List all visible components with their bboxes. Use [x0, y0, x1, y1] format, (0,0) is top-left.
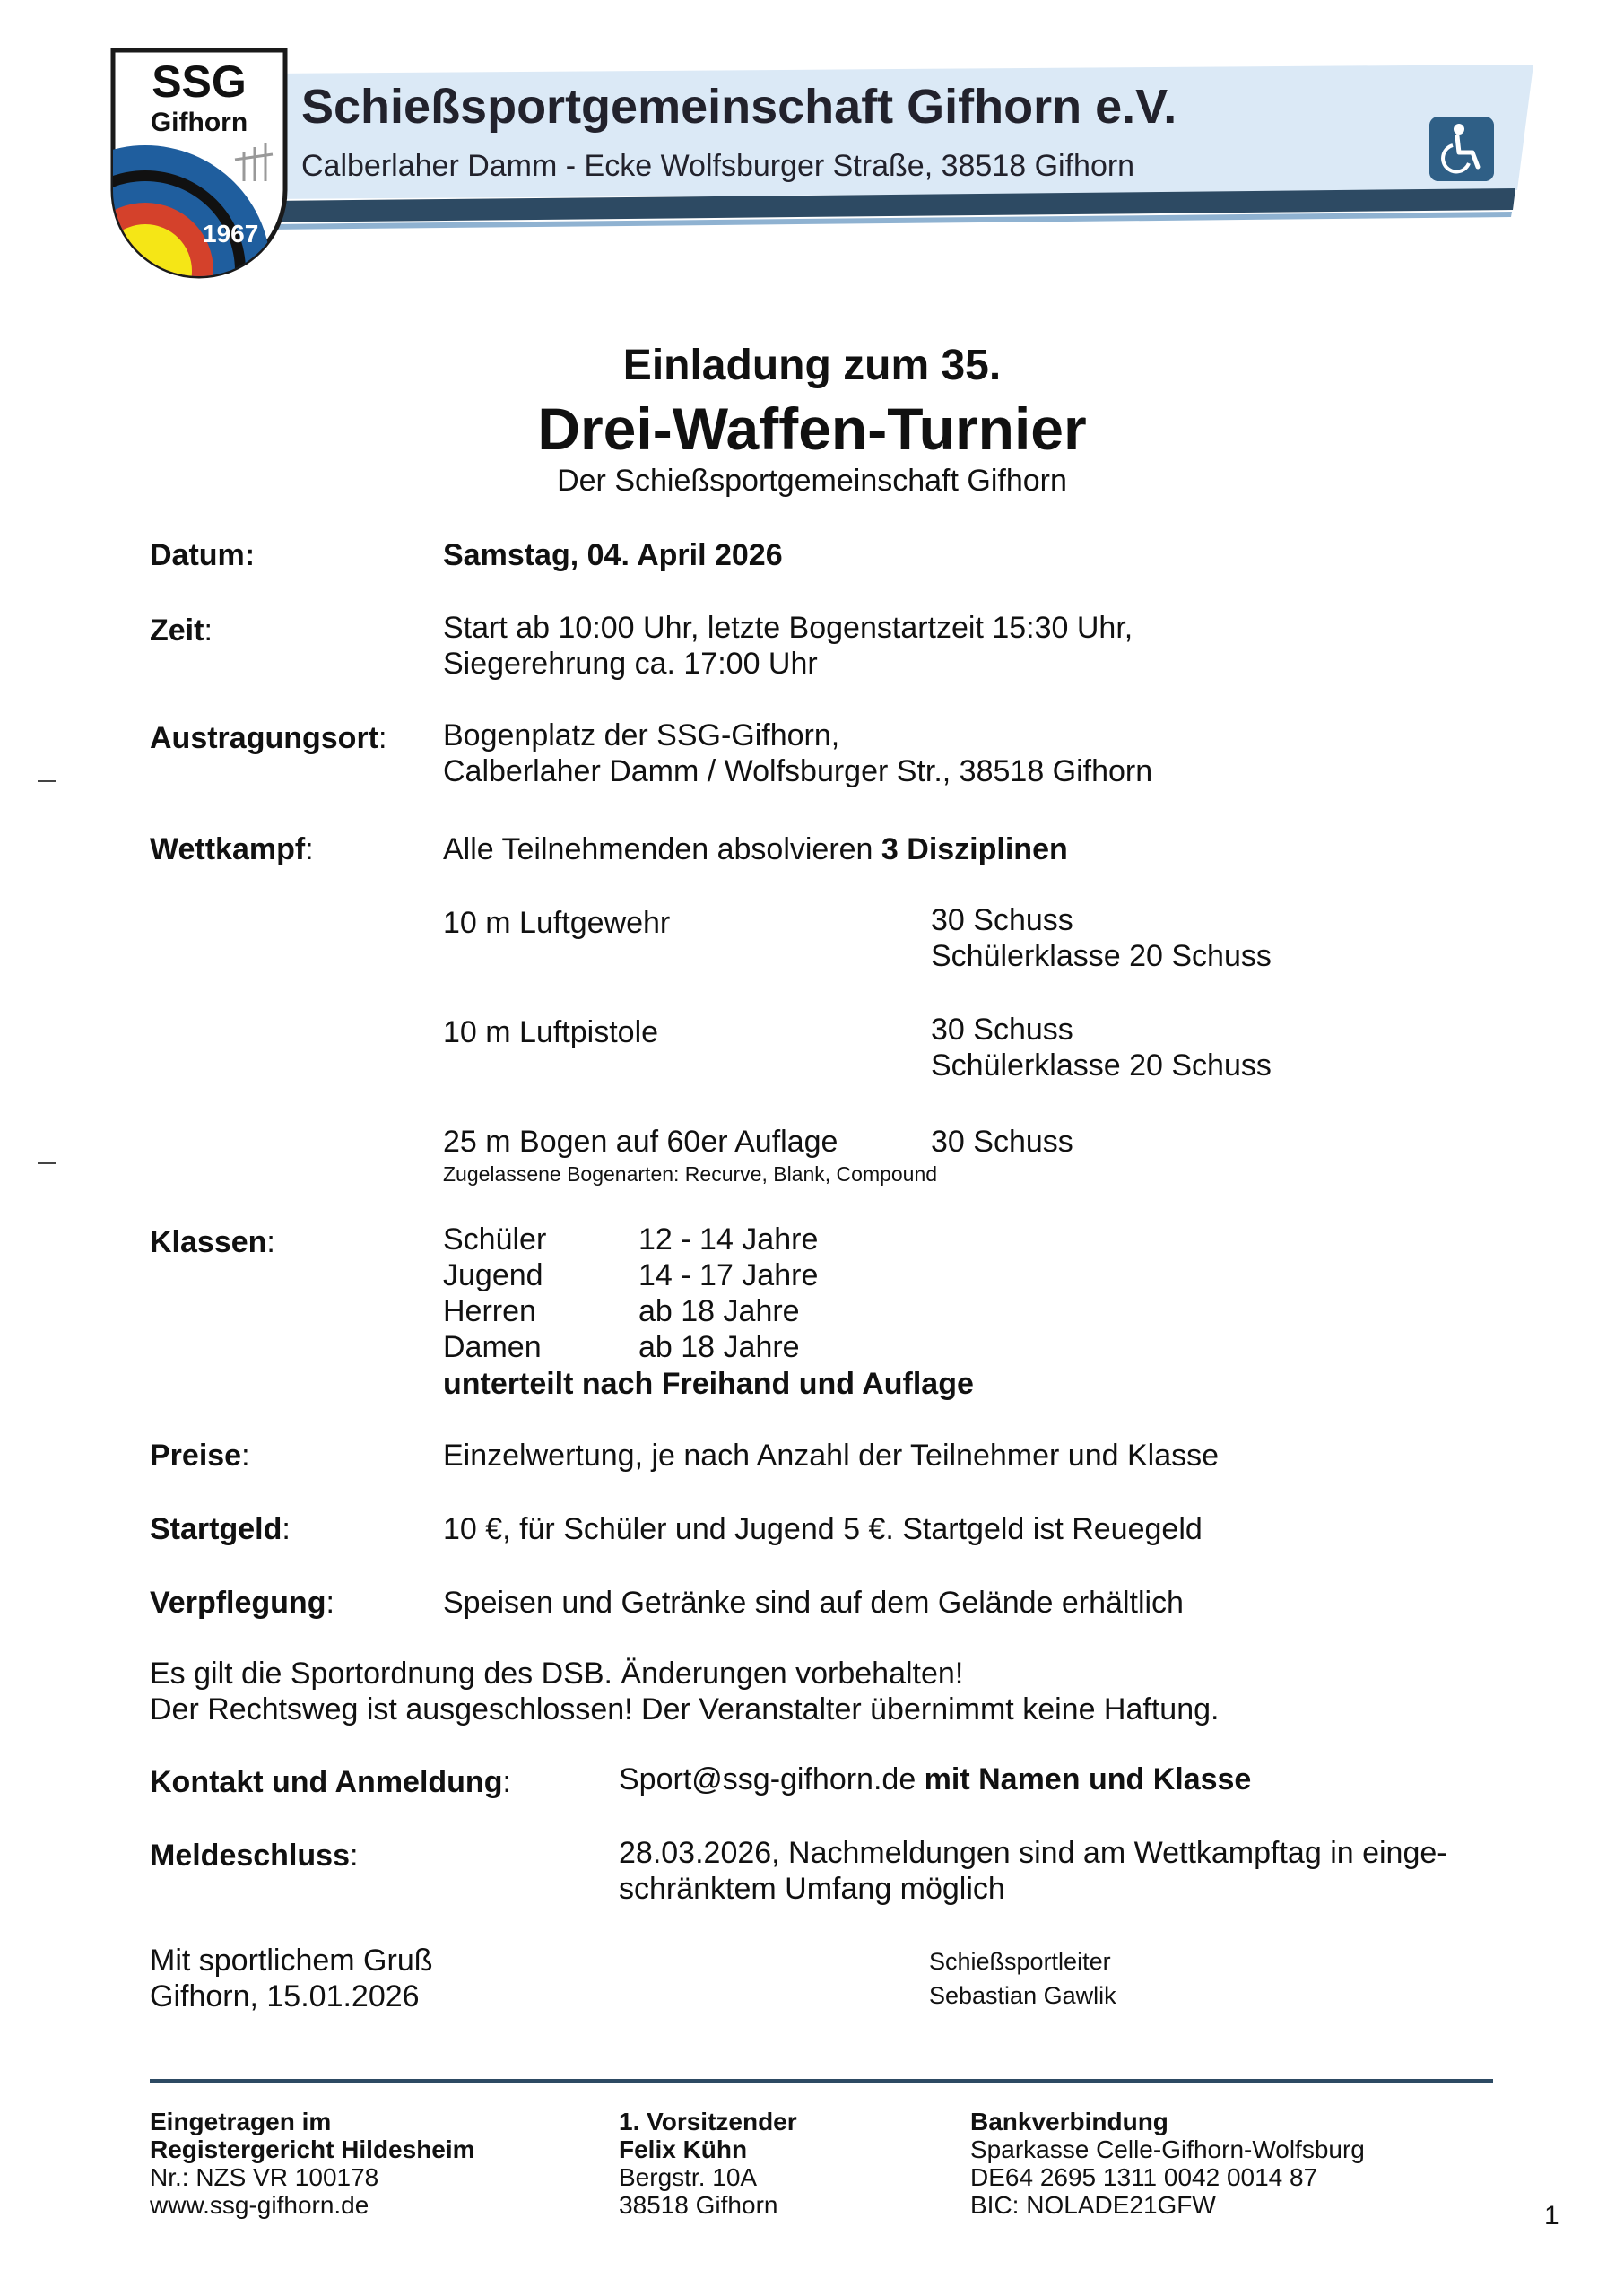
fold-mark — [38, 780, 56, 782]
footer-bank — [970, 2108, 1365, 2219]
club-name: Schießsportgemeinschaft Gifhorn e.V. — [301, 80, 1177, 134]
label-verpflegung-text: Verpflegung — [150, 1586, 326, 1620]
label-verpflegung: Verpflegung: — [150, 1586, 334, 1620]
rules-text — [150, 1656, 1219, 1727]
klasse-age: 14 - 17 Jahre — [638, 1258, 819, 1292]
klasse-name: Damen — [443, 1330, 542, 1364]
label-klassen: Klassen: — [150, 1225, 275, 1259]
footer-bank-title: Bankverbindung — [970, 2108, 1168, 2135]
rules-line-1: Es gilt die Sportordnung des DSB. Änderungen vorbehalten! — [150, 1657, 964, 1691]
bow-note: Zugelassene Bogenarten: Recurve, Blank, Compound — [443, 1162, 938, 1186]
footer-register — [150, 2108, 475, 2219]
discipline-name: 25 m Bogen auf 60er Auflage — [443, 1125, 838, 1159]
discipline-name: 10 m Luftgewehr — [443, 906, 671, 940]
footer-chairman-title: 1. Vorsitzender — [619, 2108, 797, 2135]
klassen-names — [443, 1222, 546, 1365]
klasse-name: Jugend — [443, 1258, 543, 1292]
label-meldeschluss: Meldeschluss: — [150, 1839, 359, 1873]
label-meldeschluss-text: Meldeschluss — [150, 1839, 350, 1873]
klasse-age: 12 - 14 Jahre — [638, 1222, 819, 1257]
discipline-shots — [931, 902, 1272, 974]
label-wettkampf-text: Wettkampf — [150, 832, 306, 866]
wheelchair-accessible-icon — [1429, 117, 1494, 181]
label-startgeld: Startgeld: — [150, 1512, 291, 1546]
discipline-name: 10 m Luftpistole — [443, 1015, 659, 1049]
rules-line-2: Der Rechtsweg ist ausgeschlossen! Der Veranstalter übernimmt keine Haftung. — [150, 1692, 1220, 1726]
club-address: Calberlaher Damm - Ecke Wolfsburger Straße, 38518 Gifhorn — [301, 149, 1135, 183]
value-verpflegung: Speisen und Getränke sind auf dem Gelände erhältlich — [443, 1586, 1184, 1620]
discipline-shots-main: 30 Schuss — [931, 1125, 1073, 1159]
label-austragungsort: Austragungsort: — [150, 721, 387, 755]
value-wettkampf — [443, 832, 1068, 867]
discipline-shots — [931, 1012, 1272, 1083]
value-ort-line2: Calberlaher Damm / Wolfsburger Str., 38518 Gifhorn — [443, 754, 1153, 788]
value-kontakt — [619, 1761, 1251, 1797]
klassen-ages — [638, 1222, 818, 1365]
klasse-name: Schüler — [443, 1222, 547, 1257]
value-zeit-line2: Siegerehrung ca. 17:00 Uhr — [443, 647, 818, 681]
contact-suffix: mit Namen und Klasse — [916, 1762, 1252, 1796]
footer-chairman-street: Bergstr. 10A — [619, 2163, 758, 2191]
title-line-3: Der Schießsportgemeinschaft Gifhorn — [557, 464, 1067, 498]
footer-divider — [150, 2079, 1493, 2083]
label-kontakt-text: Kontakt und Anmeldung — [150, 1765, 503, 1799]
footer-register-number: Nr.: NZS VR 100178 — [150, 2163, 379, 2191]
footer-bank-name: Sparkasse Celle-Gifhorn-Wolfsburg — [970, 2135, 1365, 2163]
value-meldeschluss — [619, 1835, 1447, 1907]
value-wettkampf-prefix: Alle Teilnehmenden absolvieren — [443, 832, 881, 866]
klasse-age: ab 18 Jahre — [638, 1330, 800, 1364]
value-austragungsort — [443, 718, 1152, 789]
label-preise-text: Preise — [150, 1439, 242, 1473]
label-zeit-text: Zeit — [150, 613, 204, 648]
logo-text-city: Gifhorn — [150, 108, 248, 137]
signature-name: Sebastian Gawlik — [929, 1982, 1116, 2009]
value-zeit-line1: Start ab 10:00 Uhr, letzte Bogenstartzeit 15:30 Uhr, — [443, 611, 1133, 645]
footer-chairman-city: 38518 Gifhorn — [619, 2191, 778, 2219]
label-startgeld-text: Startgeld — [150, 1512, 282, 1546]
discipline-shots-extra: Schülerklasse 20 Schuss — [931, 1048, 1272, 1083]
club-logo — [109, 47, 289, 282]
logo-year: 1967 — [203, 220, 259, 248]
label-ort-text: Austragungsort — [150, 721, 378, 755]
discipline-shots-main: 30 Schuss — [931, 903, 1073, 937]
meldeschluss-line-1: 28.03.2026, Nachmeldungen sind am Wettkampftag in einge- — [619, 1836, 1447, 1870]
value-preise: Einzelwertung, je nach Anzahl der Teilnehmer und Klasse — [443, 1439, 1220, 1473]
label-klassen-text: Klassen — [150, 1225, 267, 1259]
value-zeit — [443, 610, 1133, 682]
footer-register-line2: Registergericht Hildesheim — [150, 2135, 475, 2163]
klassen-note: unterteilt nach Freihand und Auflage — [443, 1367, 974, 1401]
signature-role: Schießsportleiter — [929, 1948, 1111, 1975]
label-zeit: Zeit: — [150, 613, 213, 648]
footer-bank-bic: BIC: NOLADE21GFW — [970, 2191, 1216, 2219]
page-number: 1 — [1544, 2201, 1559, 2231]
closing-greeting-block — [150, 1943, 433, 2014]
closing-greeting: Mit sportlichem Gruß — [150, 1944, 433, 1978]
contact-email[interactable]: Sport@ssg-gifhorn.de — [619, 1762, 916, 1796]
label-datum: Datum: — [150, 538, 256, 572]
footer-chairman-name: Felix Kühn — [619, 2135, 748, 2163]
klasse-name: Herren — [443, 1294, 536, 1328]
klasse-age: ab 18 Jahre — [638, 1294, 800, 1328]
title-line-1: Einladung zum 35. — [622, 342, 1002, 389]
discipline-shots-main: 30 Schuss — [931, 1013, 1073, 1047]
label-preise: Preise: — [150, 1439, 250, 1473]
label-kontakt: Kontakt und Anmeldung: — [150, 1765, 511, 1799]
footer-bank-iban: DE64 2695 1311 0042 0014 87 — [970, 2163, 1318, 2191]
title-line-2: Drei-Waffen-Turnier — [537, 396, 1087, 462]
logo-text-ssg: SSG — [152, 57, 247, 107]
discipline-shots-extra: Schülerklasse 20 Schuss — [931, 939, 1272, 973]
fold-mark — [38, 1162, 56, 1164]
value-ort-line1: Bogenplatz der SSG-Gifhorn, — [443, 718, 840, 752]
signature-block — [929, 1944, 1116, 2013]
closing-place-date: Gifhorn, 15.01.2026 — [150, 1979, 420, 2013]
footer-register-line1: Eingetragen im — [150, 2108, 332, 2135]
value-datum: Samstag, 04. April 2026 — [443, 538, 783, 572]
footer-chairman — [619, 2108, 797, 2219]
value-startgeld: 10 €, für Schüler und Jugend 5 €. Startgeld ist Reuegeld — [443, 1512, 1203, 1546]
value-wettkampf-bold: 3 Disziplinen — [881, 832, 1068, 866]
label-wettkampf: Wettkampf: — [150, 832, 314, 866]
footer-website[interactable]: www.ssg-gifhorn.de — [150, 2191, 369, 2219]
meldeschluss-line-2: schränktem Umfang möglich — [619, 1872, 1005, 1906]
